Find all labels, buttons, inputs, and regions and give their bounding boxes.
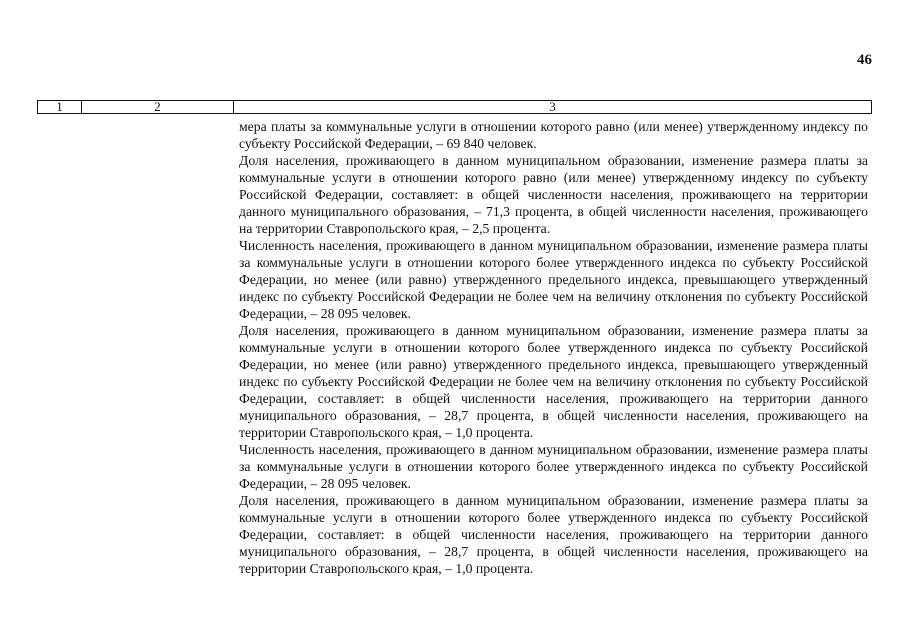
table-header-row [37,100,872,114]
paragraph: Численность населения, проживающего в данном муниципальном образовании, изменение размера платы за коммунальные услуги в отношении которого более утвержденного индекса по субъекту Российской Федерации, – 28 095 человек. [239,442,868,491]
table-header-col-3: 3 [549,99,556,114]
page-number: 46 [857,52,872,68]
table-header-col-2: 2 [82,101,234,113]
paragraph: Доля населения, проживающего в данном муниципальном образовании, изменение размера платы за коммунальные услуги в отношении которого равно (или менее) утвержденному индексу по субъекту Российской Федерации, составляет: в общей численности населения, проживающего на территории данного муниципального образования, – 71,3 процента, в общей численности населения, проживающего на территории Ставропольского края, – 2,5 процента. [239,153,868,236]
column-3-content [239,118,868,577]
paragraph: Доля населения, проживающего в данном муниципальном образовании, изменение размера платы за коммунальные услуги в отношении которого более утвержденного индекса по субъекту Российской Федерации, составляет: в общей численности населения, проживающего на территории данного муниципального образования, – 28,7 процента, в общей численности населения, проживающего на территории Ставропольского края, – 1,0 процента. [239,493,868,576]
table-header-col-1: 1 [38,101,82,113]
paragraph: Численность населения, проживающего в данном муниципальном образовании, изменение размера платы за коммунальные услуги в отношении которого более утвержденного индекса по субъекту Российской Федерации, но менее (или равно) утвержденного предельного индекса, превышающего утвержденный индекс по субъекту Российской Федерации не более чем на величину отклонения по субъекту Российской Федерации, – 28 095 человек. [239,238,868,321]
paragraph: Доля населения, проживающего в данном муниципальном образовании, изменение размера платы за коммунальные услуги в отношении которого более утвержденного индекса по субъекту Российской Федерации, но менее (или равно) утвержденного предельного индекса, превышающего утвержденный индекс по субъекту Российской Федерации не более чем на величину отклонения по субъекту Российской Федерации, составляет: в общей численности населения, проживающего на территории данного муниципального образования, – 28,7 процента, в общей численности населения, проживающего на территории Ставропольского края, – 1,0 процента. [239,323,868,440]
paragraph: мера платы за коммунальные услуги в отношении которого равно (или менее) утвержденному индексу по субъекту Российской Федерации, – 69 840 человек. [239,119,868,151]
